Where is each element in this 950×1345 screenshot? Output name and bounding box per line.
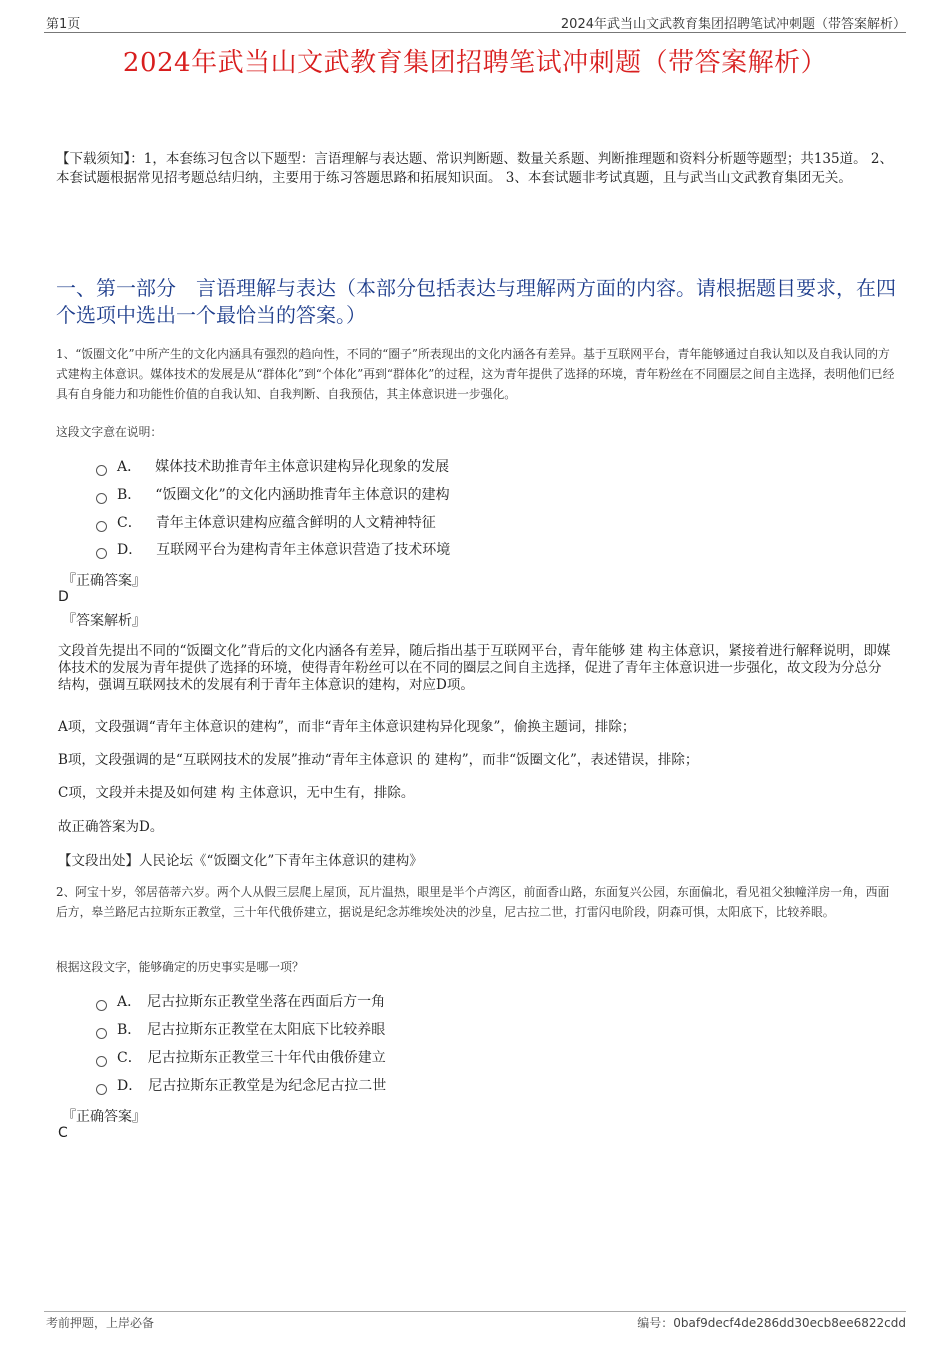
q1-analysis: 文段首先提出不同的“饭圈文化”背后的文化内涵各有差异，随后指出基于互联网平台，青年能够 建 构主体意识，紧接着进行解释说明，即媒体技术的发展为青年提供了选择的环境，使得青年粉丝可以在不同的圈层之间自主选择，促进了青年主体意识进一步强化，故文段为分总分结构，强调互联网技术的发展有利于青年主体意识的建构，对应D项。 (58, 643, 891, 693)
radio-icon[interactable] (96, 1056, 107, 1067)
q1-conclusion: 故正确答案为D。 (58, 819, 164, 835)
radio-icon[interactable] (96, 1084, 107, 1095)
radio-icon[interactable] (96, 1028, 107, 1039)
question-2-text: 2、阿宝十岁，邻居蓓蒂六岁。两个人从假三层爬上屋顶，瓦片温热，眼里是半个卢湾区，前面香山路，东面复兴公园，东面偏北，看见祖父独幢洋房一角，西面后方，皋兰路尼古拉斯东正教堂，三十年代俄侨建立，据说是纪念苏维埃处决的沙皇，尼古拉二世，打雷闪电阶段，阴森可惧，太阳底下，比较养眼。 (56, 885, 890, 919)
option-text: 尼古拉斯东正教堂坐落在西面后方一角 (147, 994, 386, 1010)
q2-answer: C (58, 1125, 68, 1141)
q1-answer-label: 『正确答案』 (62, 573, 146, 589)
option-text: 互联网平台为建构青年主体意识营造了技术环境 (156, 542, 451, 558)
q2-option-c[interactable] (96, 1047, 386, 1067)
q1-option-a[interactable] (96, 456, 449, 476)
footer-rule (44, 1311, 906, 1312)
q1-note-c: C项，文段并未提及如何建 构 主体意识，无中生有，排除。 (58, 785, 415, 801)
q2-option-a[interactable] (96, 991, 385, 1011)
q1-option-d[interactable] (96, 539, 450, 559)
radio-icon[interactable] (96, 493, 107, 504)
document-id (637, 1314, 906, 1331)
option-letter: D． (117, 1078, 143, 1094)
radio-icon[interactable] (96, 521, 107, 532)
q1-option-b[interactable] (96, 484, 450, 504)
option-text: 媒体技术助推青年主体意识建构异化现象的发展 (155, 459, 450, 475)
question-1-prompt: 这段文字意在说明： (56, 425, 163, 439)
option-text: “饭圈文化”的文化内涵助推青年主体意识的建构 (155, 487, 450, 503)
radio-icon[interactable] (96, 1000, 107, 1011)
option-letter: A． (117, 459, 142, 475)
option-letter: D． (117, 542, 143, 558)
radio-icon[interactable] (96, 465, 107, 476)
document-id-value: 0baf9decf4de286dd30ecb8ee6822cdd (673, 1316, 906, 1330)
q1-option-c[interactable] (96, 512, 436, 532)
page-title: 2024年武当山文武教育集团招聘笔试冲刺题（带答案解析） (122, 48, 828, 78)
q2-option-d[interactable] (96, 1075, 386, 1095)
page-number: 第1页 (46, 17, 81, 32)
option-letter: B． (117, 1022, 142, 1038)
option-letter: B． (117, 487, 142, 503)
option-letter: A． (117, 994, 142, 1010)
q2-option-b[interactable] (96, 1019, 385, 1039)
q1-analysis-label: 『答案解析』 (62, 613, 146, 629)
header-rule (44, 32, 906, 33)
option-text: 尼古拉斯东正教堂是为纪念尼古拉二世 (148, 1078, 387, 1094)
q1-note-a: A项，文段强调“青年主体意识的建构”，而非“青年主体意识建构异化现象”，偷换主题词，排除； (58, 719, 636, 735)
option-text: 尼古拉斯东正教堂三十年代由俄侨建立 (147, 1050, 386, 1066)
document-id-label: 编号： (637, 1316, 674, 1330)
q1-note-b: B项，文段强调的是“互联网技术的发展”推动“青年主体意识 的 建构”，而非“饭圈文化”，表述错误，排除； (58, 752, 699, 768)
radio-icon[interactable] (96, 548, 107, 559)
running-title: 2024年武当山文武教育集团招聘笔试冲刺题（带答案解析） (560, 17, 906, 32)
section-heading: 一、第一部分 言语理解与表达（本部分包括表达与理解两方面的内容。请根据题目要求，在四个选项中选出一个最恰当的答案。） (56, 276, 896, 327)
q1-answer: D (58, 589, 69, 605)
option-text: 尼古拉斯东正教堂在太阳底下比较养眼 (147, 1022, 386, 1038)
option-letter: C． (117, 1050, 142, 1066)
footer-slogan: 考前押题，上岸必备 (46, 1316, 155, 1330)
q1-source: 【文段出处】人民论坛《“饭圈文化”下青年主体意识的建构》 (58, 853, 423, 869)
download-notice: 【下载须知】：1，本套练习包含以下题型：言语理解与表达题、常识判断题、数量关系题、判断推理题和资料分析题等题型；共135道。 2、本套试题根据常见招考题总结归纳，主要用于练习答题思路和拓展知识面。 3、本套试题非考试真题，且与武当山文武教育集团无关。 (56, 151, 893, 186)
question-2-prompt: 根据这段文字，能够确定的历史事实是哪一项？ (56, 960, 304, 974)
q2-answer-label: 『正确答案』 (62, 1109, 146, 1125)
question-1-text: 1、“饭圈文化”中所产生的文化内涵具有强烈的趋向性，不同的“圈子”所表现出的文化内涵各有差异。基于互联网平台，青年能够通过自我认知以及自我认同的方式建构主体意识。媒体技术的发展是从“群体化”到“个体化”再到“群体化”的过程，这为青年提供了选择的环境，青年粉丝在不同圈层之间自主选择，表明他们已经具有自身能力和功能性价值的自我认知、自我判断、自我预估，其主体意识进一步强化。 (56, 347, 895, 401)
option-text: 青年主体意识建构应蕴含鲜明的人文精神特征 (155, 515, 436, 531)
option-letter: C． (117, 515, 142, 531)
